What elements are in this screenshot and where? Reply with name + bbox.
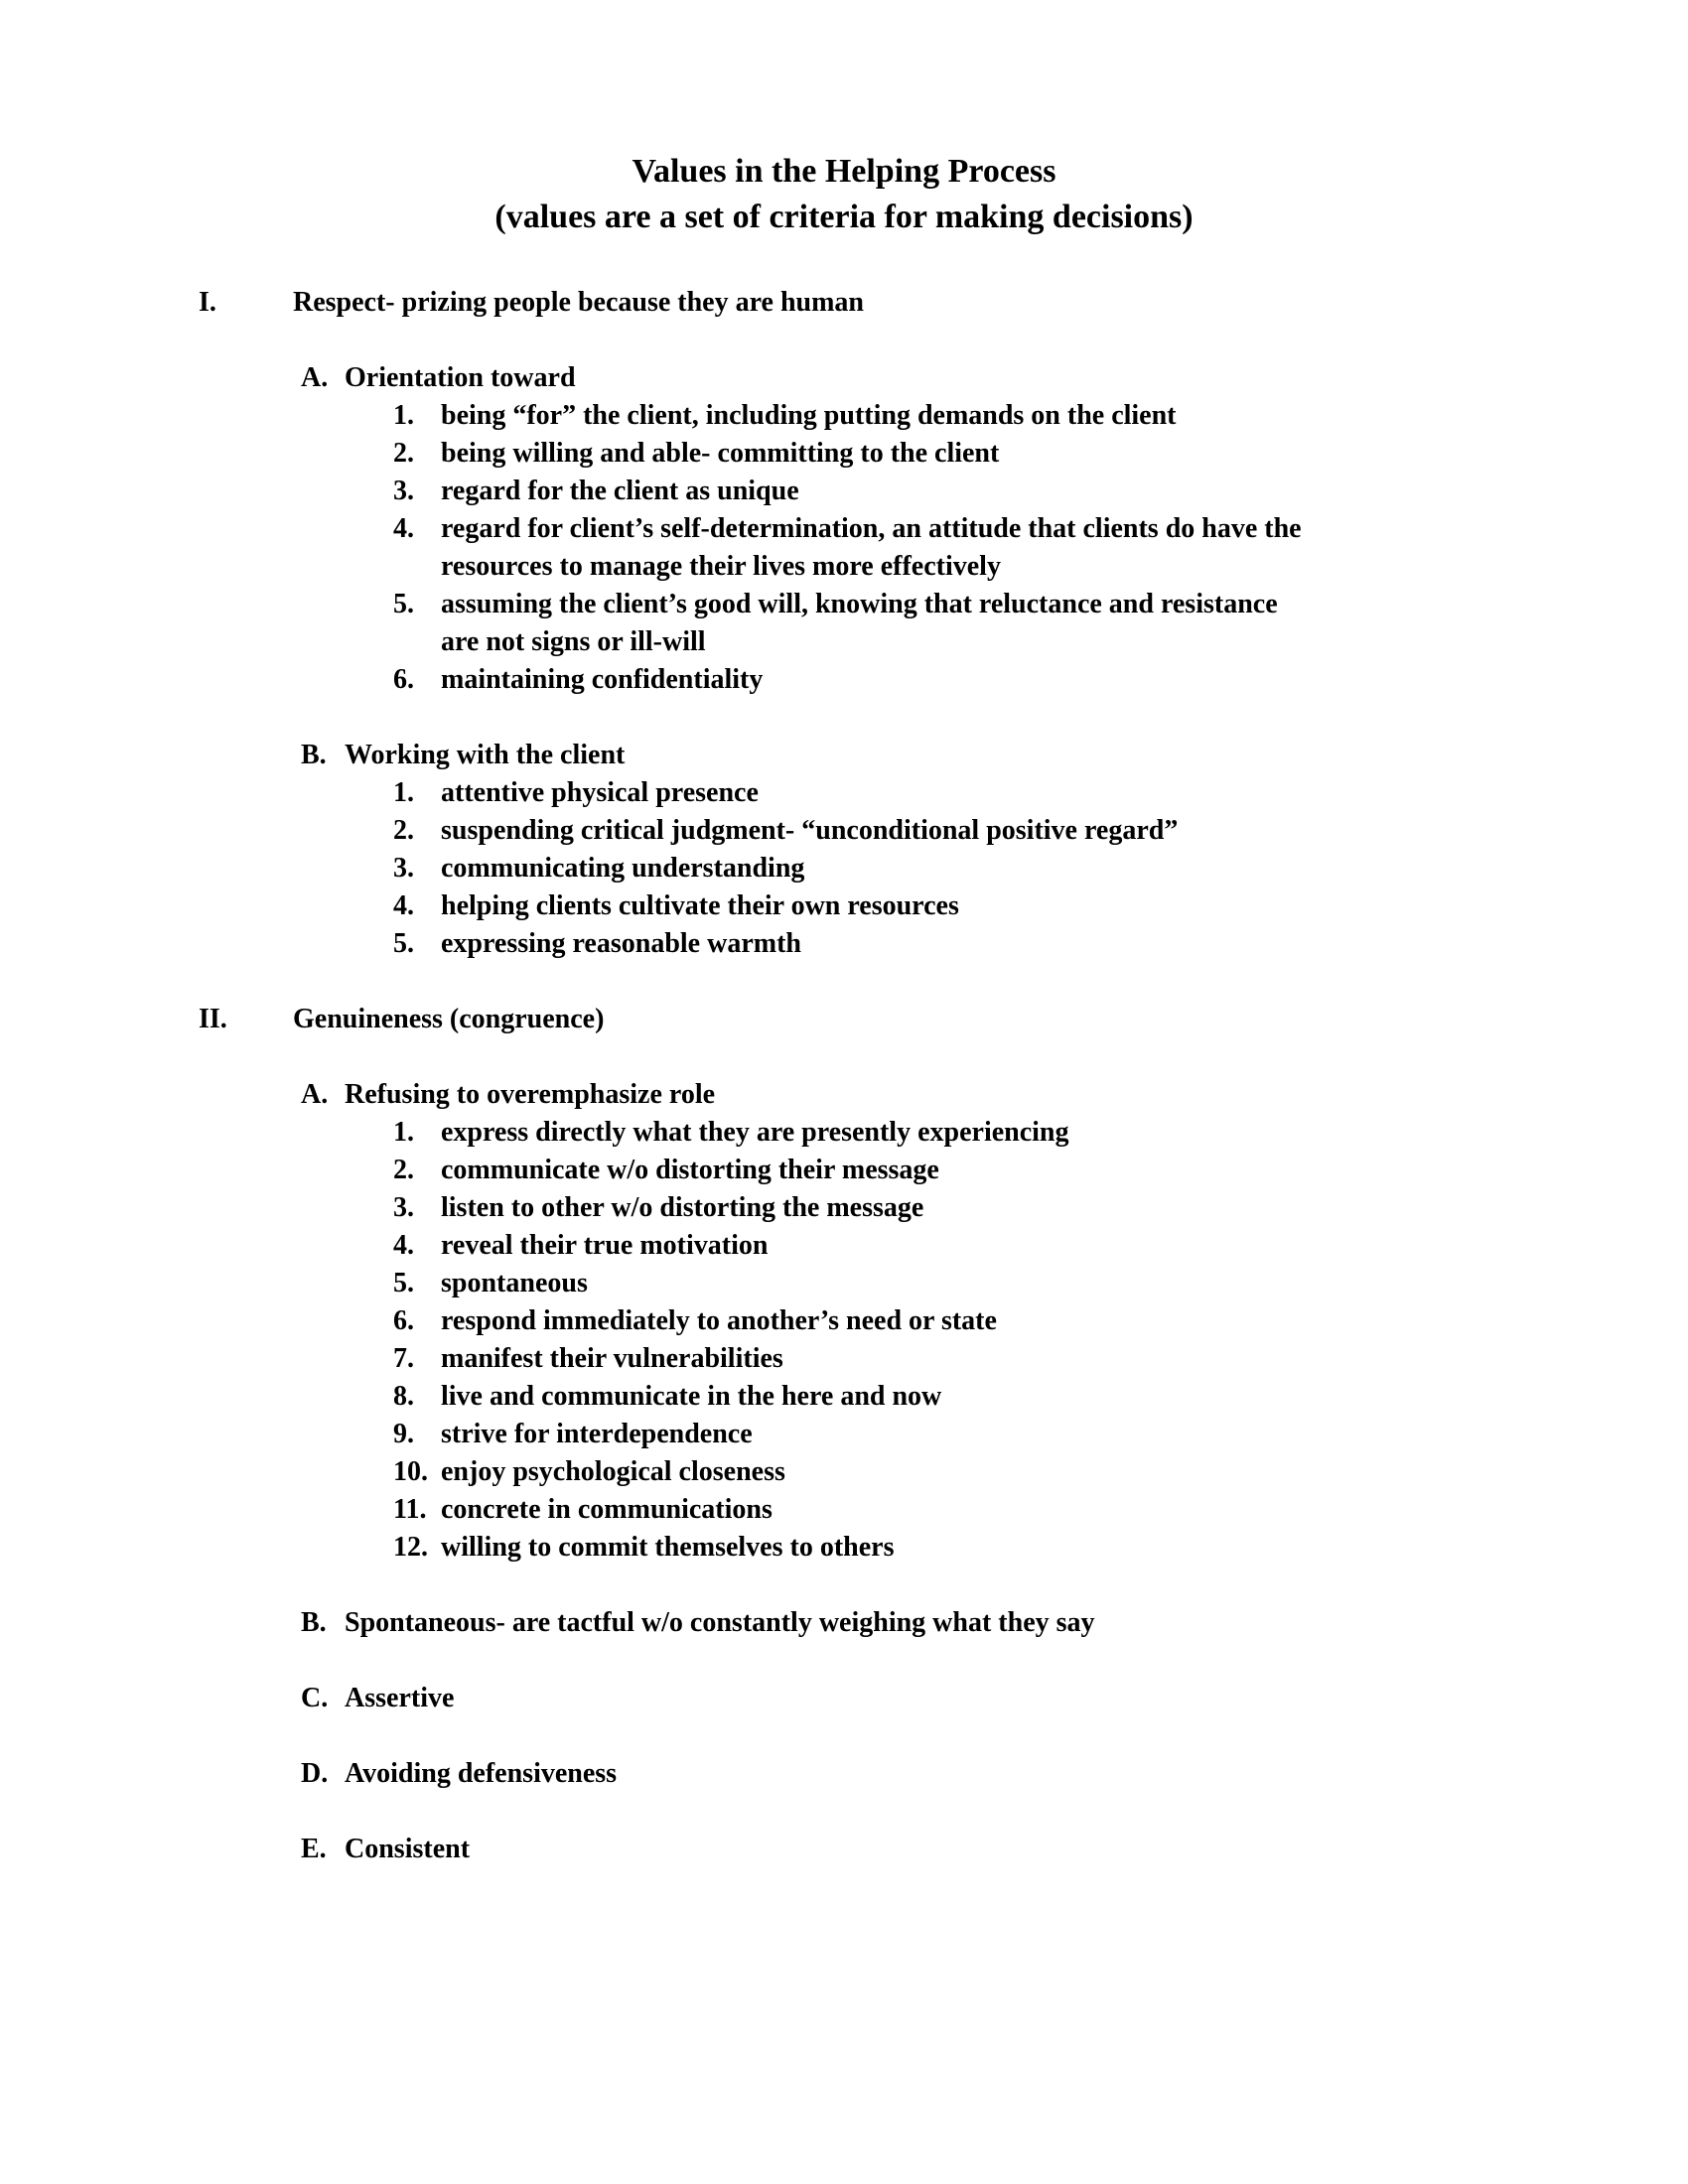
subsection-letter: B. bbox=[301, 740, 327, 770]
outline-item bbox=[393, 435, 1549, 473]
outline-item bbox=[393, 1491, 1549, 1529]
item-number: 9. bbox=[393, 1419, 414, 1449]
subsection-heading bbox=[301, 1604, 1549, 1642]
section-numeral: II. bbox=[199, 1004, 227, 1034]
subsection-heading bbox=[301, 737, 1549, 774]
subsection-heading bbox=[301, 1076, 1549, 1114]
outline-item bbox=[393, 1453, 1549, 1491]
subsection-letter: C. bbox=[301, 1683, 329, 1713]
subsection-heading bbox=[301, 1831, 1549, 1868]
subsection-letter: E. bbox=[301, 1834, 327, 1864]
subsection-title: Spontaneous- are tactful w/o constantly weighing what they say bbox=[345, 1607, 1095, 1638]
outline-item bbox=[393, 1265, 1549, 1302]
item-number: 11. bbox=[393, 1494, 427, 1525]
item-number: 2. bbox=[393, 815, 414, 846]
subsection-orientation-toward bbox=[301, 359, 1549, 699]
subsection-letter: A. bbox=[301, 362, 329, 393]
outline-item bbox=[393, 1227, 1549, 1265]
subsection-spontaneous bbox=[301, 1604, 1549, 1642]
item-number: 4. bbox=[393, 1230, 414, 1261]
outline-item bbox=[393, 1302, 1549, 1340]
subsection-title: Orientation toward bbox=[345, 362, 576, 393]
outline-item bbox=[393, 1114, 1549, 1152]
item-number: 5. bbox=[393, 1268, 414, 1298]
subsection-title: Avoiding defensiveness bbox=[345, 1758, 618, 1789]
item-number: 1. bbox=[393, 1117, 414, 1148]
item-text: manifest their vulnerabilities bbox=[441, 1343, 783, 1374]
item-text: helping clients cultivate their own resources bbox=[441, 890, 959, 921]
item-text: reveal their true motivation bbox=[441, 1230, 769, 1261]
item-number: 3. bbox=[393, 476, 414, 506]
subsection-assertive bbox=[301, 1680, 1549, 1717]
item-text: communicate w/o distorting their message bbox=[441, 1155, 939, 1185]
item-number: 5. bbox=[393, 928, 414, 959]
document-title-line2: (values are a set of criteria for making decisions) bbox=[494, 199, 1194, 235]
subsection-title: Refusing to overemphasize role bbox=[345, 1079, 716, 1110]
outline-item bbox=[393, 1416, 1549, 1453]
item-number: 3. bbox=[393, 853, 414, 884]
item-text: expressing reasonable warmth bbox=[441, 928, 801, 959]
subsection-letter: D. bbox=[301, 1758, 329, 1789]
outline-item bbox=[393, 1529, 1549, 1567]
item-number: 5. bbox=[393, 589, 414, 619]
subsection-title: Consistent bbox=[345, 1834, 471, 1864]
item-text: regard for the client as unique bbox=[441, 476, 799, 506]
item-number: 4. bbox=[393, 513, 414, 544]
item-text: concrete in communications bbox=[441, 1494, 773, 1525]
item-number: 10. bbox=[393, 1456, 428, 1487]
section-title: Respect- prizing people because they are human bbox=[293, 287, 864, 318]
outline-item bbox=[393, 774, 1549, 812]
item-text: being “for” the client, including putting demands on the client bbox=[441, 400, 1177, 431]
item-text: listen to other w/o distorting the message bbox=[441, 1192, 924, 1223]
item-text: being willing and able- committing to the client bbox=[441, 438, 1000, 469]
document-title-block bbox=[0, 0, 1688, 240]
outline-item bbox=[393, 887, 1549, 925]
item-number: 6. bbox=[393, 664, 414, 695]
item-text: live and communicate in the here and now bbox=[441, 1381, 942, 1412]
item-text: express directly what they are presently experiencing bbox=[441, 1117, 1069, 1148]
subsection-title: Assertive bbox=[345, 1683, 455, 1713]
subsection-working-with-client bbox=[301, 737, 1549, 963]
subsection-consistent bbox=[301, 1831, 1549, 1868]
item-list bbox=[393, 1114, 1549, 1567]
subsection-avoiding-defensiveness bbox=[301, 1755, 1549, 1793]
item-number: 8. bbox=[393, 1381, 414, 1412]
item-list bbox=[393, 397, 1549, 699]
item-number: 2. bbox=[393, 438, 414, 469]
item-text: suspending critical judgment- “unconditional positive regard” bbox=[441, 815, 1179, 846]
subsection-letter: A. bbox=[301, 1079, 329, 1110]
item-number: 3. bbox=[393, 1192, 414, 1223]
item-number: 6. bbox=[393, 1305, 414, 1336]
section-heading-respect bbox=[199, 284, 1549, 322]
item-text: regard for client’s self-determination, an attitude that clients do have the resources to manage their lives more effectively bbox=[441, 513, 1302, 582]
item-text: maintaining confidentiality bbox=[441, 664, 764, 695]
item-number: 7. bbox=[393, 1343, 414, 1374]
outline-content bbox=[0, 284, 1688, 1868]
item-list bbox=[393, 774, 1549, 963]
section-numeral: I. bbox=[199, 287, 216, 318]
outline-item bbox=[393, 1189, 1549, 1227]
outline-item bbox=[393, 397, 1549, 435]
item-text: strive for interdependence bbox=[441, 1419, 753, 1449]
subsection-title: Working with the client bbox=[345, 740, 626, 770]
outline-item bbox=[393, 1152, 1549, 1189]
document-title-line1: Values in the Helping Process bbox=[632, 153, 1056, 190]
item-text: respond immediately to another’s need or state bbox=[441, 1305, 997, 1336]
section-title: Genuineness (congruence) bbox=[293, 1004, 605, 1034]
subsection-heading bbox=[301, 359, 1549, 397]
subsection-heading bbox=[301, 1680, 1549, 1717]
outline-item bbox=[393, 510, 1549, 586]
item-text: assuming the client’s good will, knowing that reluctance and resistance are not signs or ill-will bbox=[441, 589, 1278, 657]
item-text: communicating understanding bbox=[441, 853, 805, 884]
item-text: spontaneous bbox=[441, 1268, 588, 1298]
outline-item bbox=[393, 850, 1549, 887]
outline-item bbox=[393, 1340, 1549, 1378]
item-number: 1. bbox=[393, 777, 414, 808]
subsection-heading bbox=[301, 1755, 1549, 1793]
outline-item bbox=[393, 925, 1549, 963]
item-text: willing to commit themselves to others bbox=[441, 1532, 895, 1563]
outline-item bbox=[393, 661, 1549, 699]
section-heading-genuineness bbox=[199, 1001, 1549, 1038]
subsection-letter: B. bbox=[301, 1607, 327, 1638]
item-number: 4. bbox=[393, 890, 414, 921]
subsection-refusing-overemphasize-role bbox=[301, 1076, 1549, 1567]
item-number: 12. bbox=[393, 1532, 428, 1563]
outline-item bbox=[393, 586, 1549, 661]
outline-item bbox=[393, 812, 1549, 850]
outline-item bbox=[393, 1378, 1549, 1416]
item-number: 1. bbox=[393, 400, 414, 431]
outline-item bbox=[393, 473, 1549, 510]
item-text: enjoy psychological closeness bbox=[441, 1456, 785, 1487]
item-number: 2. bbox=[393, 1155, 414, 1185]
item-text: attentive physical presence bbox=[441, 777, 759, 808]
